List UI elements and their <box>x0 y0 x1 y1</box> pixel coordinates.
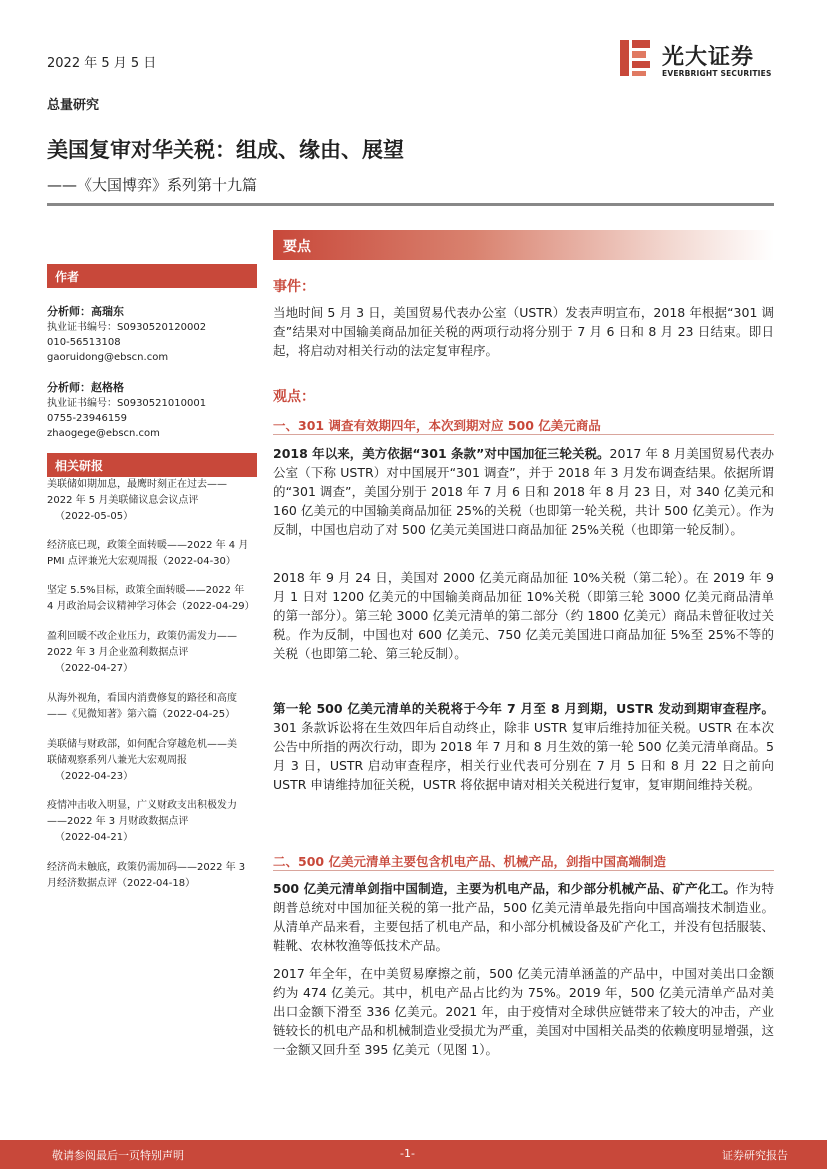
report-title-line: 2022 年 5 月美联储议息会议点评 <box>47 495 199 506</box>
paragraph-body: 301 条款诉讼将在生效四年后自动终止，除非 USTR 复审后维持加征关税。USTR 在本次公告中所指的两次行动，即为 2018 年 7 月和 8 月生效的第一轮 500 亿美元清单商品。5 月 3 日，USTR 启动审查程序，相关行业代表可分别在 7 月 5 日和 8 月 22 日之前向 USTR 申请维持加征关税，USTR 将依据申请对相关关税进行复审，复审期间维持关税。 <box>273 720 774 792</box>
report-title-line: 4 月政治局会议精神学习体会（2022-04-29） <box>47 601 255 612</box>
report-title-line: 美联储与财政部，如何配合穿越危机——美 <box>47 739 237 750</box>
section-2-paragraph-1 <box>273 879 774 955</box>
related-report-item[interactable] <box>47 860 259 892</box>
event-paragraph: 当地时间 5 月 3 日，美国贸易代表办公室（USTR）发表声明宣布，2018 年根据“301 调查”结果对中国输美商品加征关税的两项行动将分别于 7 月 6 日和 8 月 23 日结束。即日起，将启动对相关行动的法定复审程序。 <box>273 305 774 358</box>
analyst-email[interactable]: zhaogege@ebscn.com <box>47 428 160 439</box>
section-1-heading: 一、301 调查有效期四年，本次到期对应 500 亿美元商品 <box>273 418 601 433</box>
brand-name-en: EVERBRIGHT SECURITIES <box>662 69 772 78</box>
analyst-cert: 执业证书编号：S0930520120002 <box>47 322 207 333</box>
report-title-line: 月经济数据点评（2022-04-18） <box>47 878 196 889</box>
related-report-item[interactable] <box>47 583 259 615</box>
report-date: （2022-04-21） <box>55 832 134 843</box>
footer-disclaimer: 敬请参阅最后一页特别声明 <box>52 1149 184 1162</box>
related-report-item[interactable] <box>47 538 259 570</box>
header-divider <box>47 203 774 206</box>
paragraph-lead: 第一轮 500 亿美元清单的关税将于今年 7 月至 8 月到期，USTR 发动到期审查程序。 <box>273 701 774 716</box>
section-1-paragraph-3 <box>273 699 774 794</box>
related-reports-header <box>47 453 257 477</box>
section-2-divider <box>273 870 774 871</box>
paragraph-lead: 500 亿美元清单剑指中国制造，主要为机电产品，和少部分机械产品、矿产化工。 <box>273 881 737 896</box>
report-title-line: 经济尚未触底，政策仍需加码——2022 年 3 <box>47 862 246 873</box>
analyst-phone: 010-56513108 <box>47 337 121 348</box>
footer-report-type: 证券研究报告 <box>722 1149 788 1162</box>
report-title-line: 从海外视角，看国内消费修复的路径和高度 <box>47 693 237 704</box>
page-title: 美国复审对华关税：组成、缘由、展望 <box>47 138 404 162</box>
report-date: 2022 年 5 月 5 日 <box>47 56 157 71</box>
paragraph-body: 作为特朗普总统对中国加征关税的第一批产品，500 亿美元清单最先指向中国高端技术制造业。从清单产品来看，主要包括了机电产品，和小部分机械设备及矿产化工，并没有包括服装、鞋靴、农林牧渔等低技术产品。 <box>273 881 774 953</box>
event-heading: 事件： <box>273 279 315 295</box>
brand-logo <box>618 36 788 82</box>
section-1-paragraph-2: 2018 年 9 月 24 日，美国对 2000 亿美元商品加征 10%关税（第二轮）。在 2019 年 9 月 1 日对 1200 亿美元的中国输美商品加征 10%关税（即第三轮 3000 亿美元商品清单的第一部分）。第三轮 3000 亿美元清单的第二部分（约 1800 亿美元）商品未曾征收过关税。作为反制，中国也对 600 亿美元、750 亿美元美国进口商品加征 5%至 25%不等的关税（也即第二轮、第三轮反制）。 <box>273 570 774 661</box>
section-2-paragraph-2: 2017 年全年，在中美贸易摩擦之前，500 亿美元清单涵盖的产品中，中国对美出口金额约为 474 亿美元。其中，机电产品占比约为 75%。2019 年，500 亿美元清单产品对美出口金额下滑至 336 亿美元。2021 年，由于疫情对全球供应链带来了较大的冲击，产业链较长的机电产品和机械制造业受损尤为严重，美国对中国相关品类的依赖度明显增强，这一金额又回升至 395 亿美元（见图 1）。 <box>273 966 774 1057</box>
authors-label: 作者 <box>55 270 80 284</box>
report-title-line: 盈利回暖不改企业压力，政策仍需发力—— <box>47 631 237 642</box>
analyst-cert: 执业证书编号：S0930521010001 <box>47 398 207 409</box>
page-subtitle: ——《大国博弈》系列第十九篇 <box>47 176 258 194</box>
section-1-divider <box>273 434 774 435</box>
report-category: 总量研究 <box>47 98 100 113</box>
authors-header <box>47 264 257 288</box>
report-date: （2022-04-23） <box>55 771 134 782</box>
related-report-item[interactable] <box>47 737 259 785</box>
brand-name-cn: 光大证券 <box>662 45 755 70</box>
related-report-item[interactable] <box>47 629 259 677</box>
key-points-label: 要点 <box>283 239 311 255</box>
analyst-email[interactable]: gaoruidong@ebscn.com <box>47 352 169 363</box>
report-title-line: 联储观察系列八兼光大宏观周报 <box>47 755 187 766</box>
report-title-line: 2022 年 3 月企业盈利数据点评 <box>47 647 189 658</box>
report-title-line: ——《见微知著》第六篇（2022-04-25） <box>47 709 236 720</box>
report-title-line: PMI 点评兼光大宏观周报（2022-04-30） <box>47 556 236 567</box>
related-reports-label: 相关研报 <box>55 459 104 473</box>
report-title-line: ——2022 年 3 月财政数据点评 <box>47 816 189 827</box>
report-title-line: 疫情冲击收入明显，广义财政支出积极发力 <box>47 800 237 811</box>
report-title-line: 坚定 5.5%目标，政策全面转暖——2022 年 <box>47 585 245 596</box>
report-date: （2022-05-05） <box>55 511 134 522</box>
paragraph-body: 2017 年 8 月美国贸易代表办公室（下称 USTR）对中国展开“301 调查”，并于 2018 年 3 月发布调查结果。依据所谓的“301 调查”，美国分别于 2018 年 7 月 6 日和 2018 年 8 月 23 日，对 340 亿美元和 160 亿美元的中国输美商品加征 25%的关税（也即第一轮关税，共计 500 亿美元）。作为反制，中国也启动了对 500 亿美元美国进口商品加征 25%关税（也即第一轮反制）。 <box>273 446 774 537</box>
report-title-line: 经济底已现，政策全面转暖——2022 年 4 月 <box>47 540 249 551</box>
related-report-item[interactable] <box>47 798 259 846</box>
report-date: （2022-04-27） <box>55 663 134 674</box>
section-2-heading: 二、500 亿美元清单主要包含机电产品、机械产品，剑指中国高端制造 <box>273 854 666 869</box>
key-points-banner <box>273 230 774 260</box>
paragraph-lead: 2018 年以来，美方依据“301 条款”对中国加征三轮关税。 <box>273 446 610 461</box>
analyst-name: 分析师：高瑞东 <box>47 305 124 318</box>
section-1-paragraph-1 <box>273 444 774 539</box>
analyst-phone: 0755-23946159 <box>47 413 127 424</box>
analyst-card <box>47 303 257 365</box>
related-report-item[interactable] <box>47 691 259 723</box>
report-title-line: 美联储如期加息，最鹰时刻正在过去—— <box>47 479 227 490</box>
analyst-name: 分析师：赵格格 <box>47 381 124 394</box>
analyst-card <box>47 379 257 441</box>
related-report-item[interactable] <box>47 477 259 525</box>
everbright-logo-icon <box>618 38 654 78</box>
page-number: -1- <box>400 1147 415 1160</box>
views-heading: 观点： <box>273 389 315 405</box>
